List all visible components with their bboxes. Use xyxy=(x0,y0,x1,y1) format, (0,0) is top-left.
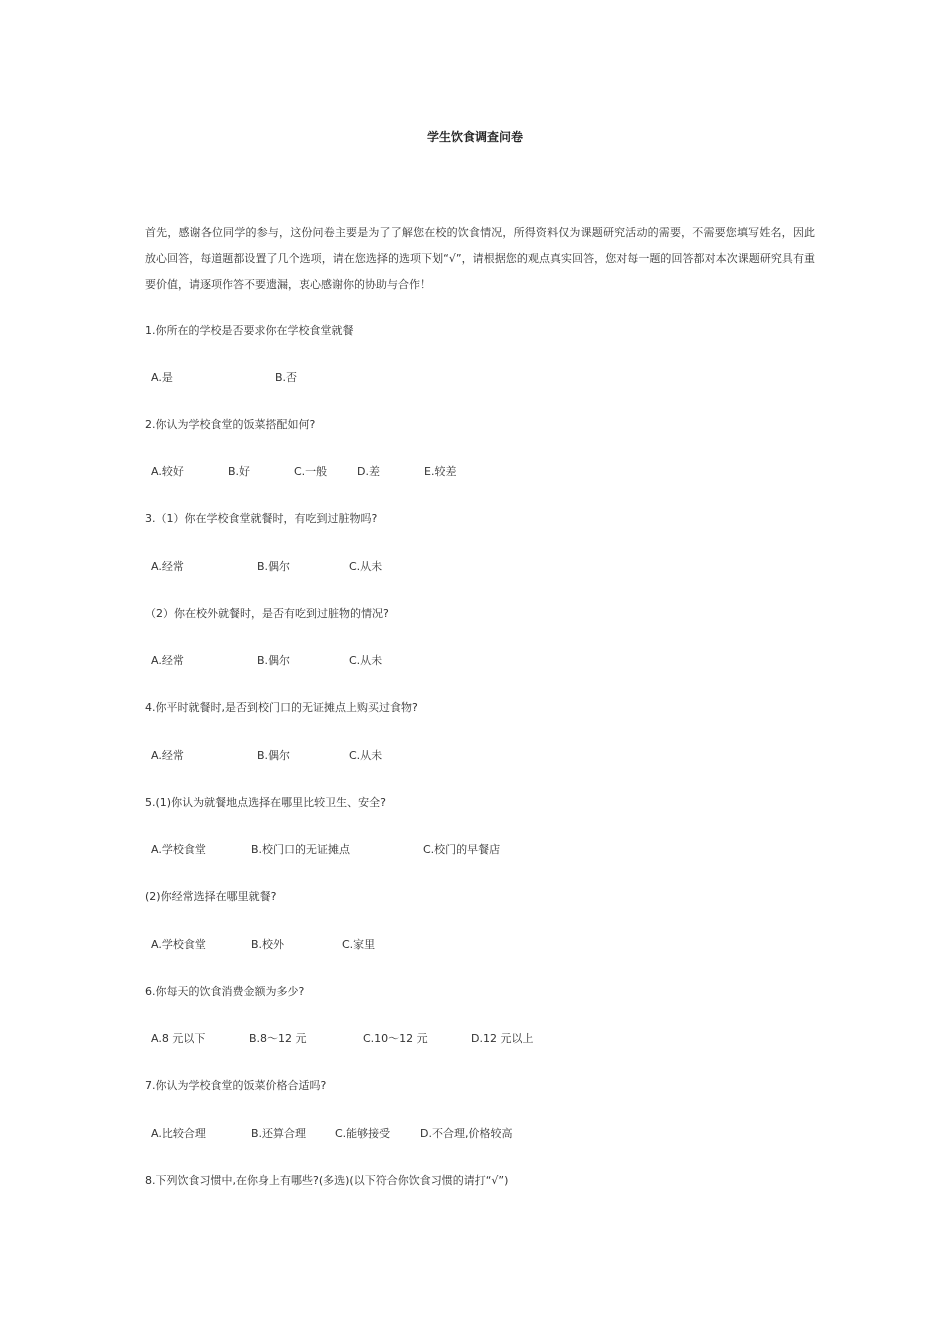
option-c[interactable]: C.家里 xyxy=(342,938,376,951)
option-b[interactable]: B.校门口的无证摊点 xyxy=(251,843,351,856)
option-a[interactable]: A.是 xyxy=(151,371,173,384)
option-b[interactable]: B.校外 xyxy=(251,938,285,951)
question-7: 7.你认为学校食堂的饭菜价格合适吗? xyxy=(145,1079,327,1092)
page-title: 学生饮食调查问卷 xyxy=(426,130,523,144)
question-3-part-2: （2）你在校外就餐时，是否有吃到过脏物的情况? xyxy=(145,607,389,620)
option-c[interactable]: C.10～12 元 xyxy=(363,1032,428,1045)
question-1: 1.你所在的学校是否要求你在学校食堂就餐 xyxy=(145,324,354,337)
question-4: 4.你平时就餐时,是否到校门口的无证摊点上购买过食物? xyxy=(145,701,418,714)
option-b[interactable]: B.偶尔 xyxy=(257,749,291,762)
option-a[interactable]: A.8 元以下 xyxy=(151,1032,206,1045)
option-b[interactable]: B.偶尔 xyxy=(257,560,291,573)
option-d[interactable]: D.12 元以上 xyxy=(471,1032,534,1045)
option-b[interactable]: B.好 xyxy=(228,465,251,478)
option-a[interactable]: A.经常 xyxy=(151,654,184,667)
question-8: 8.下列饮食习惯中,在你身上有哪些?(多选)(以下符合你饮食习惯的请打“√”) xyxy=(145,1174,509,1187)
option-a[interactable]: A.学校食堂 xyxy=(151,938,206,951)
option-d[interactable]: D.不合理,价格较高 xyxy=(420,1127,513,1140)
option-a[interactable]: A.比较合理 xyxy=(151,1127,206,1140)
option-b[interactable]: B.8～12 元 xyxy=(249,1032,307,1045)
option-c[interactable]: C.校门的早餐店 xyxy=(423,843,501,856)
question-5-part-1: 5.(1)你认为就餐地点选择在哪里比较卫生、安全? xyxy=(145,796,386,809)
option-a[interactable]: A.经常 xyxy=(151,749,184,762)
option-d[interactable]: D.差 xyxy=(357,465,380,478)
option-e[interactable]: E.较差 xyxy=(424,465,457,478)
question-6: 6.你每天的饮食消费金额为多少? xyxy=(145,985,305,998)
option-b[interactable]: B.还算合理 xyxy=(251,1127,307,1140)
intro-paragraph: 首先，感谢各位同学的参与，这份问卷主要是为了了解您在校的饮食情况，所得资料仅为课题研究活动的需要，不需要您填写姓名，因此放心回答，每道题都设置了几个选项，请在您选择的选项下划“√”，请根据您的观点真实回答，您对每一题的回答都对本次课题研究具有重要价值，请逐项作答不要遗漏，衷心感谢你的协助与合作！ xyxy=(145,226,815,291)
option-a[interactable]: A.较好 xyxy=(151,465,184,478)
option-c[interactable]: C.从未 xyxy=(349,749,383,762)
option-a[interactable]: A.学校食堂 xyxy=(151,843,206,856)
question-3-part-1: 3.（1）你在学校食堂就餐时，有吃到过脏物吗? xyxy=(145,512,378,525)
option-c[interactable]: C.能够接受 xyxy=(335,1127,391,1140)
option-c[interactable]: C.从未 xyxy=(349,560,383,573)
question-2: 2.你认为学校食堂的饭菜搭配如何? xyxy=(145,418,316,431)
option-c[interactable]: C.从未 xyxy=(349,654,383,667)
option-b[interactable]: B.否 xyxy=(275,371,298,384)
question-5-part-2: (2)你经常选择在哪里就餐? xyxy=(145,890,277,903)
option-a[interactable]: A.经常 xyxy=(151,560,184,573)
option-b[interactable]: B.偶尔 xyxy=(257,654,291,667)
option-c[interactable]: C.一般 xyxy=(294,465,328,478)
